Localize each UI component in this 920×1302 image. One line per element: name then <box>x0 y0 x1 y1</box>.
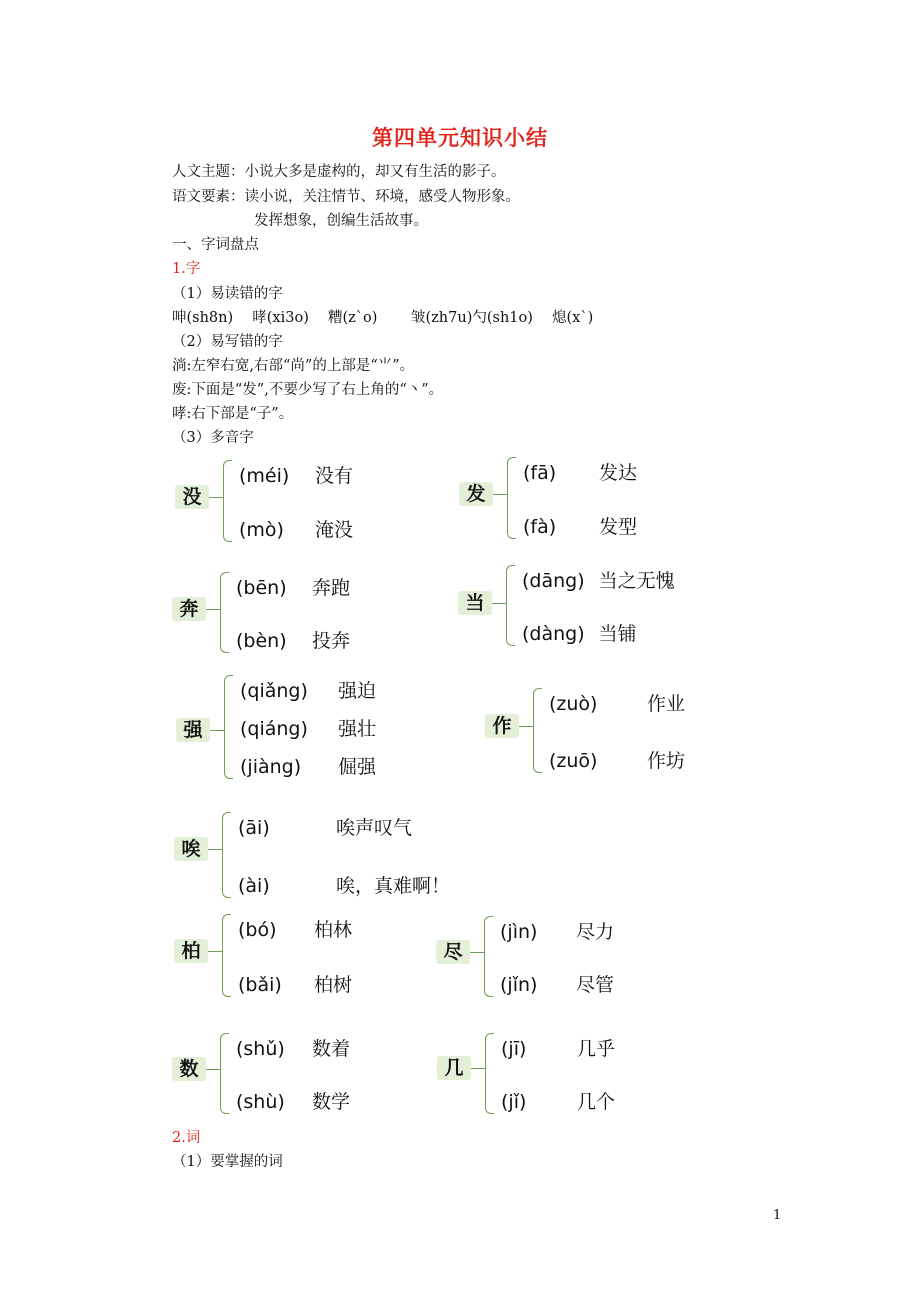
polyphone-entry <box>501 1087 615 1114</box>
brace-line <box>507 457 516 539</box>
polyphone-char: 唉 <box>174 837 208 861</box>
pinyin: (bǎi) <box>238 974 282 996</box>
example-word: 没有 <box>315 465 354 487</box>
pinyin: (jī) <box>501 1038 527 1060</box>
pinyin: (shǔ) <box>236 1038 285 1060</box>
example-word: 当铺 <box>598 623 637 645</box>
pinyin: (qiáng) <box>240 718 308 740</box>
polyphone-char: 奔 <box>172 597 206 621</box>
example-word: 柏林 <box>314 919 353 941</box>
brace-connector <box>208 849 222 850</box>
example-word: 强壮 <box>338 718 377 740</box>
polyphone-entry <box>523 512 637 539</box>
brace-connector <box>492 603 506 604</box>
brace-connector <box>470 952 484 953</box>
example-word: 强迫 <box>338 680 377 702</box>
example-word: 唉声叹气 <box>336 817 413 839</box>
pinyin: (bó) <box>238 919 277 941</box>
miswrite-note-3: 哮:右下部是“子”。 <box>172 406 294 422</box>
polyphone-entry <box>501 1034 615 1061</box>
polyphone-char: 尽 <box>436 940 470 964</box>
pinyin: (fà) <box>523 516 557 538</box>
example-word: 发型 <box>599 516 638 538</box>
subsection-characters: 1.字 <box>172 261 201 277</box>
polyphone-entry <box>236 626 350 653</box>
polyphone-entry <box>238 915 352 942</box>
polyphone-entry <box>240 752 376 779</box>
brace-line <box>506 565 515 646</box>
polyphone-char: 没 <box>175 485 209 509</box>
example-word: 尽管 <box>576 974 615 996</box>
example-word: 淹没 <box>315 519 354 541</box>
pinyin: (qiǎng) <box>240 680 308 702</box>
brace-line <box>220 572 229 653</box>
item-polyphone-heading: （3）多音字 <box>172 430 254 446</box>
example-word: 倔强 <box>338 756 377 778</box>
brace-connector <box>206 1069 220 1070</box>
polyphone-entry <box>239 515 353 542</box>
example-word: 作业 <box>647 693 686 715</box>
polyphone-entry <box>236 1034 350 1061</box>
polyphone-char: 柏 <box>174 939 208 963</box>
polyphone-char: 发 <box>459 482 493 506</box>
brace-line <box>222 812 231 898</box>
pinyin: (shù) <box>236 1091 285 1113</box>
example-word: 几乎 <box>577 1038 616 1060</box>
pinyin: (mò) <box>239 519 284 541</box>
page-number: 1 <box>773 1208 782 1223</box>
pinyin: (fā) <box>523 462 557 484</box>
example-word: 唉，真难啊！ <box>336 875 451 897</box>
polyphone-entry <box>239 461 353 488</box>
polyphone-entry <box>500 917 614 944</box>
brace-line <box>484 916 493 997</box>
brace-connector <box>519 726 533 727</box>
elements-line-2: 发挥想象，创编生活故事。 <box>254 213 428 229</box>
polyphone-entry <box>549 689 685 716</box>
polyphone-entry <box>240 714 376 741</box>
item-miswrite-heading: （2）易写错的字 <box>172 334 283 350</box>
example-word: 数学 <box>312 1091 351 1113</box>
page-title: 第四单元知识小结 <box>372 125 548 150</box>
pinyin: (dāng) <box>522 570 585 592</box>
subsection-words: 2.词 <box>172 1130 201 1146</box>
pinyin: (jǐ) <box>501 1091 527 1113</box>
brace-connector <box>208 951 222 952</box>
polyphone-entry <box>238 871 450 898</box>
brace-connector <box>210 730 224 731</box>
brace-line <box>223 460 232 542</box>
polyphone-char: 数 <box>172 1057 206 1081</box>
example-word: 奔跑 <box>312 577 351 599</box>
polyphone-entry <box>522 566 675 593</box>
brace-connector <box>471 1068 485 1069</box>
brace-line <box>222 914 231 997</box>
brace-line <box>485 1033 494 1114</box>
pinyin: (jiàng) <box>240 756 302 778</box>
misread-list: 呻(sh8n) 哮(xi3o) 糟(z`o) 皱(zh7u)勺(sh1o) 熄(x`) <box>172 310 594 326</box>
polyphone-entry <box>549 746 685 773</box>
brace-line <box>220 1033 229 1114</box>
example-word: 发达 <box>599 462 638 484</box>
polyphone-entry <box>236 573 350 600</box>
pinyin: (zuō) <box>549 750 598 772</box>
theme-line: 人文主题：小说大多是虚构的，却又有生活的影子。 <box>172 164 506 180</box>
example-word: 作坊 <box>647 750 686 772</box>
pinyin: (jǐn) <box>500 974 538 996</box>
pinyin: (bèn) <box>236 630 287 652</box>
item-words-heading: （1）要掌握的词 <box>172 1154 283 1170</box>
polyphone-entry <box>522 619 637 646</box>
pinyin: (bēn) <box>236 577 287 599</box>
polyphone-entry <box>236 1087 350 1114</box>
elements-line-1: 语文要素：读小说，关注情节、环境，感受人物形象。 <box>172 189 520 205</box>
pinyin: (méi) <box>239 465 290 487</box>
example-word: 数着 <box>312 1038 351 1060</box>
brace-line <box>533 688 542 773</box>
pinyin: (āi) <box>238 817 270 839</box>
brace-connector <box>206 609 220 610</box>
miswrite-note-2: 废:下面是“发”,不要少写了右上角的“丶”。 <box>172 382 444 398</box>
brace-connector <box>209 497 223 498</box>
example-word: 尽力 <box>576 921 615 943</box>
example-word: 柏树 <box>314 974 353 996</box>
pinyin: (jìn) <box>500 921 538 943</box>
polyphone-entry <box>500 970 614 997</box>
polyphone-char: 强 <box>176 718 210 742</box>
brace-line <box>224 675 233 779</box>
polyphone-char: 作 <box>485 714 519 738</box>
miswrite-note-1: 淌:左窄右宽,右部“尚”的上部是“⺌”。 <box>172 358 415 374</box>
polyphone-char: 几 <box>437 1056 471 1080</box>
example-word: 当之无愧 <box>598 570 675 592</box>
example-word: 几个 <box>577 1091 616 1113</box>
polyphone-char: 当 <box>458 591 492 615</box>
item-misread-heading: （1）易读错的字 <box>172 286 283 302</box>
pinyin: (ài) <box>238 875 270 897</box>
polyphone-entry <box>523 458 637 485</box>
polyphone-entry <box>240 676 376 703</box>
pinyin: (zuò) <box>549 693 598 715</box>
pinyin: (dàng) <box>522 623 585 645</box>
example-word: 投奔 <box>312 630 351 652</box>
brace-connector <box>493 494 507 495</box>
section-heading-1: 一、字词盘点 <box>172 237 259 253</box>
polyphone-entry <box>238 970 352 997</box>
polyphone-entry <box>238 813 412 840</box>
